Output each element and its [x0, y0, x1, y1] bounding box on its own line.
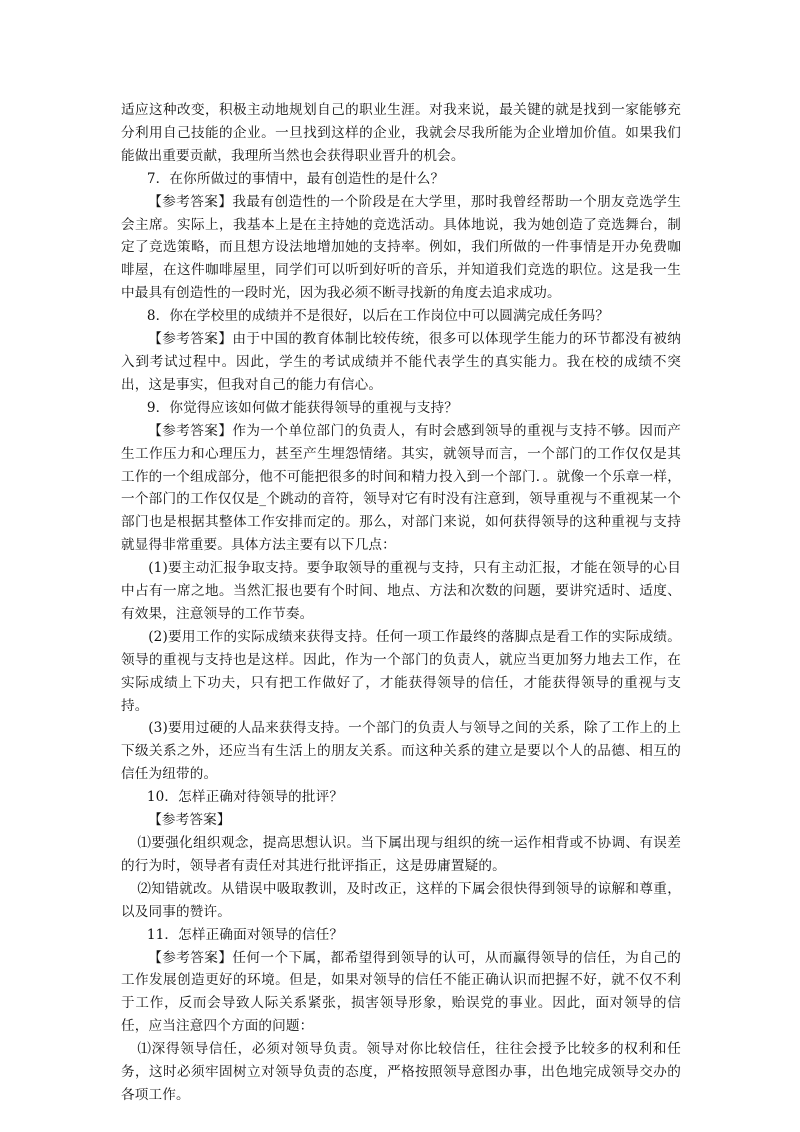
question-7: 7．在你所做过的事情中，最有创造性的是什么？	[146, 170, 445, 187]
answer-10-label: 【参考答案】	[148, 812, 231, 829]
question-10: 10．怎样正确对待领导的批评？	[146, 789, 344, 806]
answer-9-point-1: (1)要主动汇报争取支持。要争取领导的重视与支持，只有主动汇报，才能在领导的心目中占有一席之地。当然汇报也要有个时间、地点、方法和次数的问题，要讲究适时、适度、有效果，注意领导的工作节奏。	[121, 560, 681, 622]
answer-10-point-1: ⑴要强化组织观念，提高思想认识。当下属出现与组织的统一运作相背或不协调、有误差的行为时，领导者有责任对其进行批评指正，这是毋庸置疑的。	[121, 835, 681, 874]
answer-9-point-3: (3)要用过硬的人品来获得支持。一个部门的负责人与领导之间的关系，除了工作上的上下级关系之外，还应当有生活上的朋友关系。而这种关系的建立是要以个人的品德、相互的信任为纽带的。	[121, 720, 681, 783]
answer-10-point-2: ⑵知错就改。从错误中吸取教训，及时改正，这样的下属会很快得到领导的谅解和尊重，以及同事的赞许。	[121, 880, 681, 920]
answer-7: 【参考答案】我最有创造性的一个阶段是在大学里，那时我曾经帮助一个朋友竞选学生会主席。实际上，我基本上是在主持她的竞选活动。具体地说，我为她创造了竞选舞台，制定了竞选策略，而且想方设法地增加她的支持率。例如，我们所做的一件事情是开办免费咖啡屋，在这件咖啡屋里，同学们可以听到好听的音乐，并知道我们竞选的职位。这是我一生中最具有创造性的一段时光，因为我必须不断寻找新的角度去追求成功。	[121, 193, 681, 302]
answer-8: 【参考答案】由于中国的教育体制比较传统，很多可以体现学生能力的环节都没有被纳入到考试过程中。因此，学生的考试成绩并不能代表学生的真实能力。我在校的成绩不突出，这是事实，但我对自己的能力有信心。	[121, 331, 681, 393]
question-8: 8．你在学校里的成绩并不是很好，以后在工作岗位中可以圆满完成任务吗？	[146, 308, 610, 325]
answer-9-point-2: (2)要用工作的实际成绩来获得支持。任何一项工作最终的落脚点是看工作的实际成绩。领导的重视与支持也是这样。因此，作为一个部门的负责人，就应当更加努力地去工作，在实际成绩上下功夫，只有把工作做好了，才能获得领导的信任，才能获得领导的重视与支持。	[121, 628, 681, 714]
question-11: 11．怎样正确面对领导的信任？	[146, 926, 344, 943]
answer-9: 【参考答案】作为一个单位部门的负责人，有时会感到领导的重视与支持不够。因而产生工作压力和心理压力，甚至产生埋怨情绪。其实，就领导而言，一个部门的工作仅仅是其工作的一个组成部分，他不可能把很多的时间和精力投入到一个部门．。就像一个乐章一样，一个部门的工作仅仅是_个跳动的音符，领导对它有时没有注意到，领导重视与不重视某一个部门也是根据其整体工作安排而定的。那么，对部门来说，如何获得领导的这种重视与支持就显得非常重要。具体方法主要有以下几点：	[121, 422, 681, 554]
document-page	[121, 99, 681, 1107]
question-9: 9．你觉得应该如何做才能获得领导的重视与支持？	[146, 399, 458, 416]
answer-11-point-1: ⑴深得领导信任，必须对领导负责。领导对你比较信任，往往会授予比较多的权利和任务，这时必须牢固树立对领导负责的态度，严格按照领导意图办事，出色地完成领导交办的各项工作。	[121, 1041, 681, 1103]
answer-11: 【参考答案】任何一个下属，都希望得到领导的认可，从而赢得领导的信任，为自己的工作发展创造更好的环境。但是，如果对领导的信任不能正确认识而把握不好，就不仅不利于工作，反而会导致人际关系紧张，损害领导形象，贻误党的事业。因此，面对领导的信任，应当注意四个方面的问题：	[121, 949, 681, 1035]
paragraph-intro-continued: 适应这种改变，积极主动地规划自己的职业生涯。对我来说，最关键的就是找到一家能够充分利用自己技能的企业。一旦找到这样的企业，我就会尽我所能为企业增加价值。如果我们能做出重要贡献，我理所当然也会获得职业晋升的机会。	[121, 102, 681, 164]
